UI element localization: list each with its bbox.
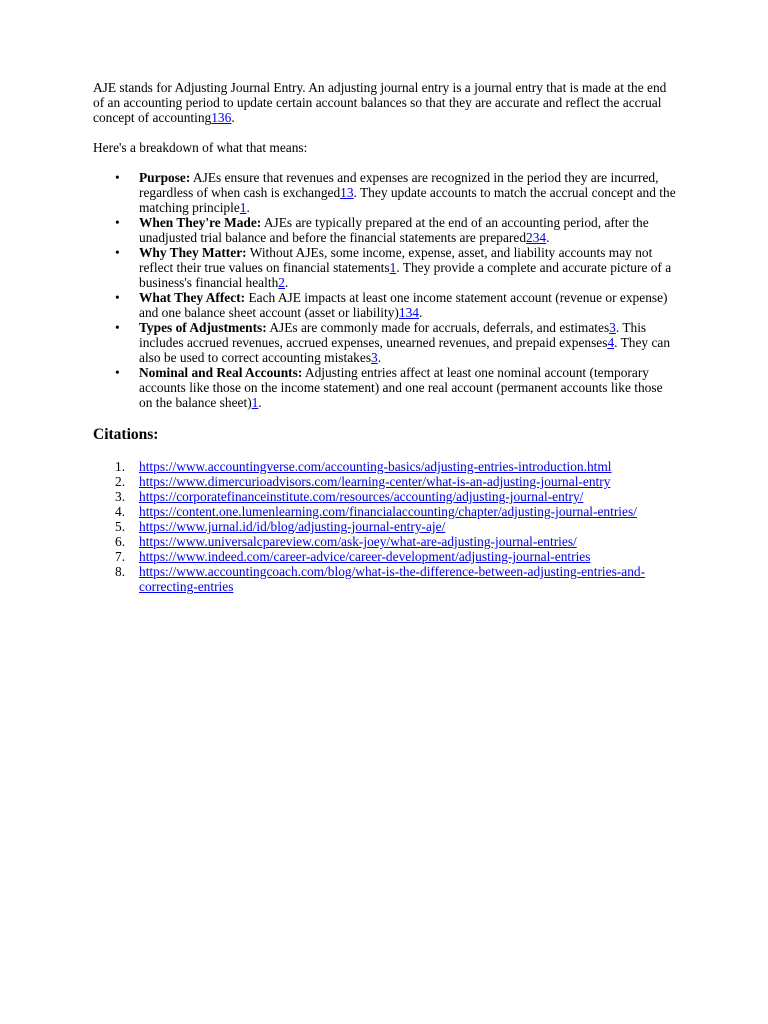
list-item-what-affect: • What They Affect: Each AJE impacts at least one income statement account (revenue or expense) and one balance sheet account (asset or liability)134.: [115, 290, 668, 320]
item-label: What They Affect:: [139, 290, 246, 305]
citation-number: 3.: [115, 489, 126, 504]
citation-item: [93, 459, 678, 474]
citation-item: [93, 564, 678, 594]
bullet-icon: •: [115, 320, 120, 335]
citation-item: [93, 534, 678, 549]
item-label: Types of Adjustments:: [139, 320, 267, 335]
ref-link[interactable]: 2: [278, 275, 285, 290]
document: [93, 80, 678, 594]
citation-link[interactable]: https://www.accountingcoach.com/blog/what-is-the-difference-between-adjusting-entries-and-correcting-entries: [139, 564, 646, 594]
citation-link[interactable]: https://content.one.lumenlearning.com/financialaccounting/chapter/adjusting-journal-entries/: [139, 504, 637, 519]
ref-link[interactable]: 1: [239, 200, 247, 215]
citation-number: 7.: [115, 549, 126, 564]
item-label: Why They Matter:: [139, 245, 247, 260]
ref-link[interactable]: 13: [340, 185, 354, 200]
list-item-when-made: • When They're Made: AJEs are typically prepared at the end of an accounting period, after the unadjusted trial balance and before the financial statements are prepared234.: [115, 215, 649, 245]
citation-number: 1.: [115, 459, 126, 474]
citation-link[interactable]: https://www.accountingverse.com/accounting-basics/adjusting-entries-introduction.html: [139, 459, 612, 474]
item-label: Nominal and Real Accounts:: [139, 365, 303, 380]
list-item-purpose: • Purpose: AJEs ensure that revenues and expenses are recognized in the period they are incurred, regardless of when cash is exchanged13. They update accounts to match the accrual concept and the matching principle1.: [115, 170, 676, 215]
bullet-icon: •: [115, 215, 120, 230]
citation-link[interactable]: https://www.jurnal.id/id/blog/adjusting-journal-entry-aje/: [139, 519, 446, 534]
citation-link[interactable]: https://www.dimercurioadvisors.com/learning-center/what-is-an-adjusting-journal-entry: [139, 474, 611, 489]
bullet-icon: •: [115, 365, 120, 380]
bullet-icon: •: [115, 290, 120, 305]
list-item-nominal-real: • Nominal and Real Accounts: Adjusting entries affect at least one nominal account (temporary accounts like those on the income statement) and one real account (permanent accounts like those on the balance sheet)1.: [115, 365, 663, 410]
list-item-types: • Types of Adjustments: AJEs are commonly made for accruals, deferrals, and estimates3. This includes accrued revenues, accrued expenses, unearned revenues, and prepaid expenses4. They can also be used to correct accounting mistakes3.: [115, 320, 671, 365]
citations-list: [93, 459, 678, 594]
ref-link[interactable]: 3: [609, 320, 616, 335]
citation-number: 8.: [115, 564, 126, 579]
bullet-icon: •: [115, 170, 120, 185]
bullet-icon: •: [115, 245, 120, 260]
citation-number: 2.: [115, 474, 126, 489]
citation-item: [93, 489, 678, 504]
ref-link[interactable]: 134: [398, 305, 419, 320]
citations-heading: Citations:: [93, 426, 159, 443]
item-label: Purpose:: [139, 170, 191, 185]
citation-link[interactable]: https://www.indeed.com/career-advice/career-development/adjusting-journal-entries: [139, 549, 591, 564]
item-label: When They're Made:: [139, 215, 262, 230]
citation-number: 5.: [115, 519, 126, 534]
ref-link[interactable]: 1: [251, 395, 259, 410]
list-item-why-matter: • Why They Matter: Without AJEs, some income, expense, asset, and liability accounts may not reflect their true values on financial statements1. They provide a complete and accurate picture of a business's financial health2.: [115, 245, 672, 290]
citation-link[interactable]: https://corporatefinanceinstitute.com/resources/accounting/adjusting-journal-entry/: [139, 489, 584, 504]
intro-ref-link[interactable]: 136: [211, 110, 232, 125]
ref-link[interactable]: 1: [389, 260, 397, 275]
breakdown-lead: Here's a breakdown of what that means:: [93, 140, 308, 155]
citation-item: [93, 519, 678, 534]
citation-item: [93, 549, 678, 564]
citation-item: [93, 504, 678, 519]
citation-number: 4.: [115, 504, 126, 519]
intro-text: AJE stands for Adjusting Journal Entry. An adjusting journal entry is a journal entry that is made at the end of an accounting period to update certain account balances so that they are accurate and reflect the accrual concept of accounting: [93, 80, 667, 125]
breakdown-list: [93, 170, 678, 410]
intro-paragraph: AJE stands for Adjusting Journal Entry. An adjusting journal entry is a journal entry that is made at the end of an accounting period to update certain account balances so that they are accurate and reflect the accrual concept of accounting136.: [93, 80, 667, 125]
citation-item: [93, 474, 678, 489]
ref-link[interactable]: 4: [607, 335, 615, 350]
ref-link[interactable]: 234: [526, 230, 547, 245]
citation-link[interactable]: https://www.universalcpareview.com/ask-joey/what-are-adjusting-journal-entries/: [139, 534, 577, 549]
ref-link[interactable]: 3: [371, 350, 378, 365]
citation-number: 6.: [115, 534, 126, 549]
